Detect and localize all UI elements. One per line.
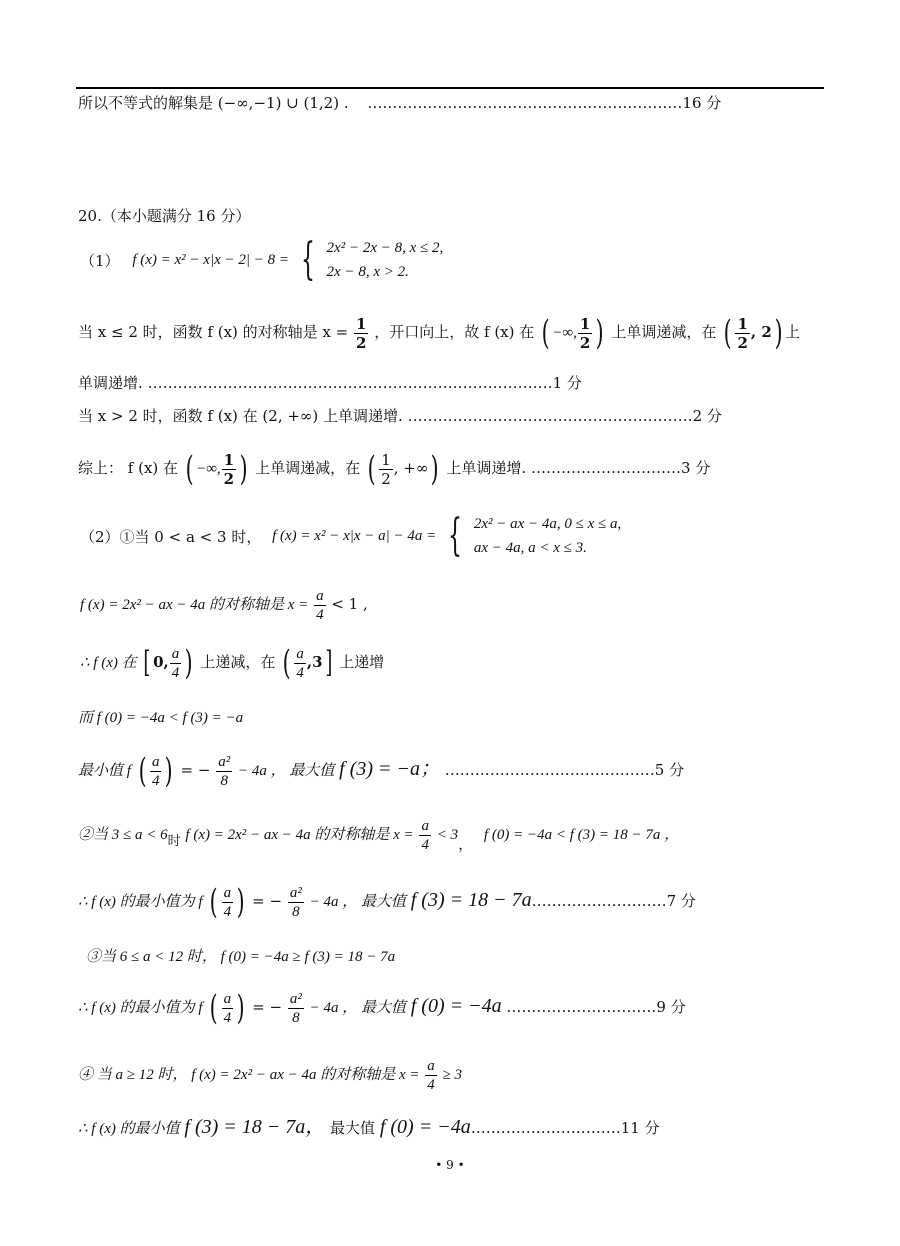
denominator: 4 [171, 664, 180, 681]
text: ≥ 3 [442, 1067, 463, 1083]
text: 上 [785, 323, 801, 341]
text: 上单调递减，在 [255, 459, 361, 477]
text: 当 x > 2 时，函数 f (x) 在 (2, +∞) 上单调递增. [78, 407, 403, 425]
dot-leader: ………………………………………………… [407, 407, 693, 425]
case-2: 2x − 8, x > 2. [326, 264, 409, 280]
part1-piecewise [80, 236, 443, 292]
text: ④ 当 a ≥ 12 时， f (x) = 2x² − ax − 4a 的对称轴是 x = [78, 1067, 420, 1083]
text: 单调递增. [78, 374, 143, 392]
denominator: 4 [223, 903, 232, 920]
numerator: 1 [381, 450, 391, 469]
denominator: 4 [427, 1076, 435, 1093]
text: f (x) = 2x² − ax − 4a 的对称轴是 x = [185, 827, 414, 843]
text: ②当 3 ≤ a < 6 [78, 827, 168, 843]
text: f (x) = 2x² − ax − 4a 的对称轴是 x = [80, 597, 309, 613]
solution-set-text: 所以不等式的解集是 (−∞,−1) ∪ (1,2) . [78, 94, 349, 112]
numerator: 1 [223, 450, 235, 469]
text: ∴ f (x) 在 [80, 655, 137, 671]
fraction-a-over-4 [170, 645, 182, 682]
right-paren: ) [239, 449, 248, 489]
right-paren: ) [774, 313, 783, 353]
max-value: f (3) = −a； [339, 758, 441, 780]
case-1: 2x² − 2x − 8, x ≤ 2, [326, 240, 444, 256]
text: 当 x ≤ 2 时，函数 f (x) 的对称轴是 x = [78, 323, 349, 341]
fraction-a-over-4 [294, 645, 306, 682]
text: − 4a ， 最大值 [309, 1000, 406, 1016]
text: = − [180, 761, 211, 779]
function-def: f (x) = x² − x|x − a| − 4a = [272, 527, 437, 544]
denominator: 2 [356, 333, 367, 352]
numerator: a² [289, 884, 302, 901]
dot-leader: ……………………………………………………………………… [147, 374, 553, 392]
denominator: 4 [151, 772, 160, 789]
score: 5 分 [654, 761, 685, 779]
right-paren: ) [236, 988, 245, 1028]
case-intro: （2）①当 0 < a < 3 时， [80, 527, 262, 546]
brace: { [448, 510, 463, 561]
text: < 1 , [331, 595, 368, 613]
dot-leader: ………………………… [470, 1119, 621, 1137]
text: = − [252, 998, 283, 1016]
extrema-line-1 [78, 746, 684, 792]
numerator: a [296, 645, 304, 662]
denominator: 8 [292, 1009, 300, 1026]
axis-line-1 [80, 582, 368, 626]
extrema-line-2 [78, 876, 696, 924]
left-paren: ( [138, 751, 147, 791]
numerator: a [316, 587, 324, 604]
left-paren: ( [209, 882, 218, 922]
monotonic-line-2 [78, 405, 722, 426]
score: 2 分 [692, 407, 722, 425]
text: 上单调递减，在 [611, 323, 717, 341]
denominator: 2 [381, 469, 391, 488]
score: 11 分 [620, 1119, 660, 1137]
denominator: 4 [421, 836, 429, 853]
left-paren: ( [541, 313, 550, 353]
denominator: 4 [296, 664, 304, 681]
denominator: 4 [223, 1009, 232, 1026]
max-value: f (0) = −4a [379, 1116, 471, 1138]
left-paren: ( [209, 988, 218, 1028]
right-paren: ) [431, 449, 439, 489]
fraction-a-over-4 [222, 990, 234, 1027]
denominator: 2 [737, 333, 748, 352]
text: ，开口向上，故 f (x) 在 [374, 323, 535, 341]
case-1: 2x² − ax − 4a, 0 ≤ x ≤ a, [473, 516, 622, 532]
numerator: a [171, 645, 180, 662]
interval-start: 0, [153, 653, 169, 671]
text: 上递增 [339, 653, 385, 671]
function-def: f (x) = x² − x|x − 2| − 8 = [132, 251, 289, 268]
dot-leader: ……………………………………………………… [367, 94, 683, 112]
score: 3 分 [680, 459, 711, 477]
right-paren: ) [184, 643, 193, 683]
max-value: f (3) = 18 − 7a [410, 889, 532, 911]
fraction-half [354, 315, 368, 352]
score: 7 分 [666, 892, 696, 910]
part2-piecewise [80, 512, 621, 568]
part-label: （1） [80, 251, 120, 270]
denominator: 2 [223, 469, 235, 488]
score: 1 分 [552, 374, 582, 392]
top-rule [76, 87, 824, 89]
left-paren: ( [185, 449, 194, 489]
case-4-line [78, 1052, 462, 1096]
text: 上单调递增. [446, 459, 527, 477]
compare-line [78, 706, 243, 727]
max-value: f (0) = −4a [410, 995, 502, 1017]
fraction-a-over-4 [150, 753, 162, 790]
left-paren: ( [723, 313, 732, 353]
case-2: ax − 4a, a < x ≤ 3. [473, 540, 587, 556]
fraction-a-over-4 [425, 1057, 437, 1094]
fraction-half [222, 451, 236, 488]
dot-leader: ………………………… [530, 459, 681, 477]
interval-end: ,3 [306, 653, 323, 671]
right-bracket: ] [324, 645, 332, 680]
numerator: a [223, 990, 232, 1007]
numerator: 1 [579, 314, 591, 333]
case-2-line [78, 812, 679, 856]
text: f (0) = −4a < f (3) = 18 − 7a ， [483, 827, 680, 843]
right-paren: ) [165, 751, 174, 791]
text: 最小值 f [78, 763, 131, 779]
numerator: a [427, 1057, 435, 1074]
fraction-a2-over-8 [288, 884, 304, 921]
text: 时 [167, 834, 181, 849]
score: 16 分 [682, 94, 722, 112]
numerator: a [151, 753, 160, 770]
text: ∴ f (x) 的最小值为 f [78, 1000, 203, 1016]
fraction-a2-over-8 [216, 753, 232, 790]
text: 综上： f (x) 在 [78, 459, 179, 477]
left-paren: ( [282, 643, 291, 683]
piecewise-cases [327, 236, 444, 284]
text: ， [458, 835, 474, 853]
fraction-a-over-4 [419, 817, 431, 854]
piecewise-cases [474, 512, 621, 560]
numerator: a [421, 817, 429, 834]
monotonic-line-1 [78, 310, 800, 354]
denominator: 2 [579, 333, 591, 352]
text: < 3 [436, 827, 459, 843]
fraction-half [735, 315, 749, 352]
interval-start: −∞, [196, 461, 221, 477]
solution-set-line [78, 92, 721, 113]
denominator: 4 [316, 606, 324, 623]
left-paren: ( [367, 449, 376, 489]
numerator: a² [218, 753, 231, 770]
text: − 4a ， 最大值 [309, 894, 406, 910]
monotonic-line-1-cont [78, 372, 582, 393]
text: ∴ f (x) 的最小值为 f [78, 894, 203, 910]
numerator: 1 [737, 314, 748, 333]
score: 9 分 [656, 998, 686, 1016]
text: 而 f (0) = −4a < f (3) = −a [78, 710, 244, 726]
interval-end: , +∞ [393, 459, 429, 477]
fraction-a-over-4 [314, 587, 326, 624]
monotonic-line-3 [80, 640, 384, 684]
text: 最大值 [330, 1119, 376, 1137]
dot-leader: ……………………… [531, 892, 667, 910]
fraction-half [379, 451, 393, 488]
text: = − [252, 892, 283, 910]
extrema-line-4 [78, 1110, 660, 1139]
summary-line [78, 446, 710, 490]
text: ③当 6 ≤ a < 12 时， f (0) = −4a ≥ f (3) = 18 − 7a [86, 949, 396, 965]
fraction-a2-over-8 [288, 990, 304, 1027]
numerator: 1 [356, 314, 367, 333]
left-bracket: [ [143, 645, 151, 680]
case-3-line [86, 945, 395, 966]
problem-title: 20.（本小题满分 16 分） [78, 207, 251, 225]
extrema-line-3 [78, 982, 686, 1030]
text: − 4a ， 最大值 [237, 763, 335, 779]
denominator: 8 [292, 903, 300, 920]
fraction-a-over-4 [222, 884, 234, 921]
interval-start: −∞, [552, 325, 577, 341]
numerator: a² [289, 990, 302, 1007]
numerator: a [223, 884, 232, 901]
fraction-half [578, 315, 592, 352]
page-number: • 9 • [435, 1158, 465, 1172]
brace: { [300, 234, 315, 285]
text: ∴ f (x) 的最小值 [78, 1121, 180, 1137]
text: 上递减，在 [200, 653, 276, 671]
min-value: f (3) = 18 − 7a， [184, 1116, 326, 1138]
dot-leader: …………………………………… [444, 761, 655, 779]
denominator: 8 [220, 772, 228, 789]
interval-end: , 2 [750, 323, 772, 341]
dot-leader: ………………………… [506, 998, 657, 1016]
right-paren: ) [595, 313, 604, 353]
right-paren: ) [236, 882, 245, 922]
